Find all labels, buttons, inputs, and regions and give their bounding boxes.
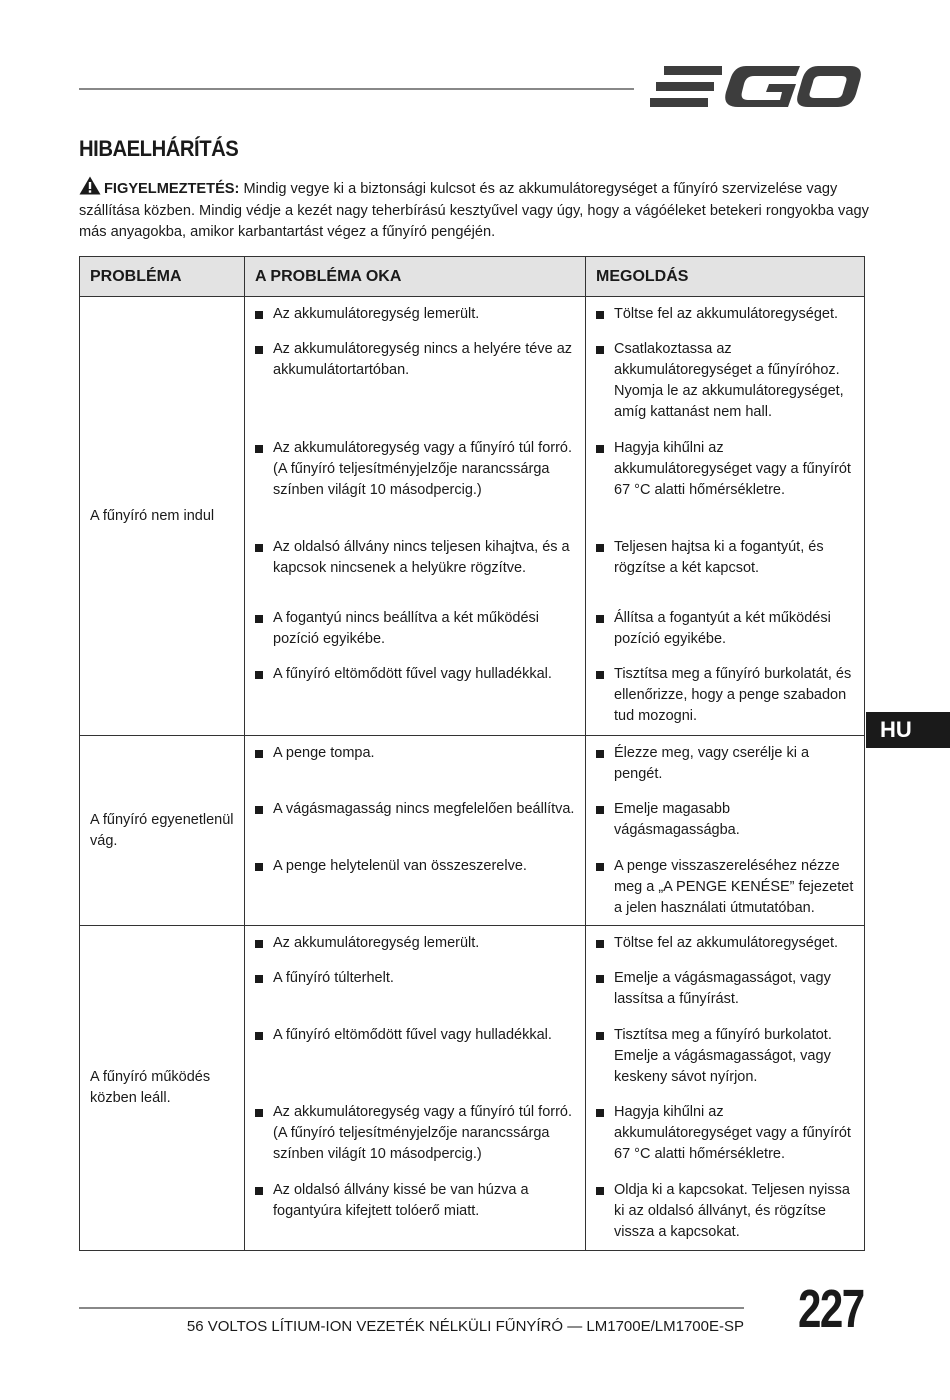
list-item: Tisztítsa meg a fűnyíró burkolatot. Emelje a vágásmagasságot, vagy keskeny sávot nyírjon.	[596, 1025, 854, 1102]
list-item: Az akkumulátoregység vagy a fűnyíró túl forró. (A fűnyíró teljesítményjelzője narancssárga színben világít 10 másodpercig.)	[255, 438, 575, 537]
bullet-icon	[596, 615, 604, 623]
header-problem: PROBLÉMA	[80, 257, 245, 297]
bullet-icon	[255, 671, 263, 679]
bullet-icon	[255, 750, 263, 758]
footer-rule	[79, 1307, 744, 1309]
bullet-icon	[596, 445, 604, 453]
bullet-icon	[596, 671, 604, 679]
list-item: Az oldalsó állvány nincs teljesen kihajtva, és a kapcsok nincsenek a helyükre rögzítve.	[255, 537, 575, 608]
warning-text: Mindig vegye ki a biztonsági kulcsot és az akkumulátoregységet a fűnyíró szervizelése vagy szállítása közben. Mindig védje a kezét nagy teherbírású kesztyűvel vagy úgy, hogy a vágóéleket betekeri rongyokba vagy más anyagokba, amikor karbantartást végez a fűnyíró pengéjén.	[79, 181, 869, 240]
cause-cell	[245, 297, 586, 736]
table-row	[80, 297, 865, 736]
bullet-icon	[255, 940, 263, 948]
table-row	[80, 926, 865, 1251]
list-item: Hagyja kihűlni az akkumulátoregységet vagy a fűnyírót 67 °C alatti hőmérsékletre.	[596, 438, 854, 537]
page-title: HIBAELHÁRÍTÁS	[79, 136, 239, 161]
problem-cell: A fűnyíró nem indul	[80, 297, 245, 736]
table-row	[80, 736, 865, 926]
bullet-icon	[255, 445, 263, 453]
list-item: Csatlakoztassa az akkumulátoregységet a fűnyíróhoz. Nyomja le az akkumulátoregységet, amíg kattanást nem hall.	[596, 339, 854, 438]
list-item: Töltse fel az akkumulátoregységet.	[596, 304, 854, 339]
list-item: A penge visszaszereléséhez nézze meg a „A PENGE KENÉSE” fejezetet a jelen használati útmutatóban.	[596, 856, 854, 919]
list-item: Az akkumulátoregység lemerült.	[255, 304, 575, 339]
list-item: A fogantyú nincs beállítva a két működési pozíció egyikébe.	[255, 608, 575, 664]
list-item: Tisztítsa meg a fűnyíró burkolatát, és ellenőrizze, hogy a penge szabadon tud mozogni.	[596, 664, 854, 727]
list-item: Emelje magasabb vágásmagasságba.	[596, 799, 854, 856]
bullet-icon	[255, 1109, 263, 1117]
bullet-icon	[596, 346, 604, 354]
list-item: A penge helytelenül van összeszerelve.	[255, 856, 575, 877]
list-item: A fűnyíró túlterhelt.	[255, 968, 575, 1025]
solution-cell	[586, 926, 865, 1251]
bullet-icon	[596, 1032, 604, 1040]
list-item: Élezze meg, vagy cserélje ki a pengét.	[596, 743, 854, 799]
warning-paragraph	[79, 176, 869, 244]
header-solution: MEGOLDÁS	[586, 257, 865, 297]
list-item: Oldja ki a kapcsokat. Teljesen nyissa ki az oldalsó állványt, és rögzítse vissza a kapcsokat.	[596, 1180, 854, 1243]
list-item: A fűnyíró eltömődött fűvel vagy hulladékkal.	[255, 1025, 575, 1102]
bullet-icon	[596, 975, 604, 983]
cause-cell	[245, 736, 586, 926]
ego-logo	[650, 62, 862, 112]
list-item: Hagyja kihűlni az akkumulátoregységet vagy a fűnyírót 67 °C alatti hőmérsékletre.	[596, 1102, 854, 1180]
bullet-icon	[596, 940, 604, 948]
list-item: Az akkumulátoregység lemerült.	[255, 933, 575, 968]
bullet-icon	[596, 1109, 604, 1117]
solution-cell	[586, 736, 865, 926]
warning-label: FIGYELMEZTETÉS:	[104, 181, 240, 197]
bullet-icon	[596, 311, 604, 319]
bullet-icon	[255, 346, 263, 354]
page-number: 227	[798, 1279, 864, 1339]
bullet-icon	[596, 863, 604, 871]
bullet-icon	[255, 1032, 263, 1040]
bullet-icon	[255, 806, 263, 814]
list-item: Teljesen hajtsa ki a fogantyút, és rögzítse a két kapcsot.	[596, 537, 854, 608]
warning-triangle-icon	[79, 176, 101, 195]
bullet-icon	[255, 863, 263, 871]
bullet-icon	[596, 750, 604, 758]
language-tab: HU	[866, 712, 950, 748]
cause-cell	[245, 926, 586, 1251]
list-item: Emelje a vágásmagasságot, vagy lassítsa a fűnyírást.	[596, 968, 854, 1025]
header-rule	[79, 88, 634, 90]
header-cause: A PROBLÉMA OKA	[245, 257, 586, 297]
bullet-icon	[255, 615, 263, 623]
list-item: Az oldalsó állvány kissé be van húzva a fogantyúra kifejtett tolóerő miatt.	[255, 1180, 575, 1222]
problem-cell: A fűnyíró működés közben leáll.	[80, 926, 245, 1251]
bullet-icon	[255, 311, 263, 319]
bullet-icon	[255, 975, 263, 983]
solution-cell	[586, 297, 865, 736]
list-item: A penge tompa.	[255, 743, 575, 799]
bullet-icon	[255, 544, 263, 552]
bullet-icon	[255, 1187, 263, 1195]
bullet-icon	[596, 806, 604, 814]
list-item: A vágásmagasság nincs megfelelően beállítva.	[255, 799, 575, 856]
list-item: Állítsa a fogantyút a két működési pozíció egyikébe.	[596, 608, 854, 664]
footer-text: 56 VOLTOS LÍTIUM-ION VEZETÉK NÉLKÜLI FŰNYÍRÓ — LM1700E/LM1700E-SP	[186, 1318, 744, 1335]
problem-cell: A fűnyíró egyenetlenül vág.	[80, 736, 245, 926]
list-item: Töltse fel az akkumulátoregységet.	[596, 933, 854, 968]
list-item: Az akkumulátoregység vagy a fűnyíró túl forró. (A fűnyíró teljesítményjelzője narancssárga színben világít 10 másodpercig.)	[255, 1102, 575, 1180]
bullet-icon	[596, 544, 604, 552]
table-header-row	[80, 257, 865, 297]
bullet-icon	[596, 1187, 604, 1195]
troubleshooting-table	[79, 256, 865, 1251]
list-item: Az akkumulátoregység nincs a helyére téve az akkumulátortartóban.	[255, 339, 575, 438]
list-item: A fűnyíró eltömődött fűvel vagy hulladékkal.	[255, 664, 575, 685]
